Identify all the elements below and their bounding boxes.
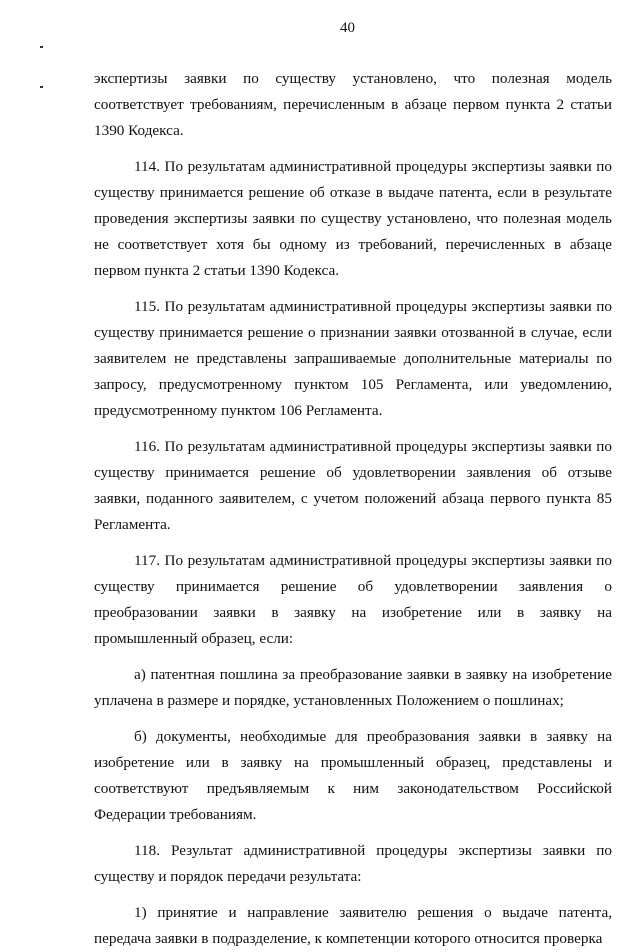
paragraph-118: 118. Результат административной процедуры экспертизы заявки по существу и порядок передачи результата: xyxy=(94,842,612,885)
page-number: 40 xyxy=(340,20,355,36)
body-text xyxy=(94,66,612,952)
paragraph-115: 115. По результатам административной процедуры экспертизы заявки по существу принимается решение о признании заявки отозванной в случае, если заявителем не представлены запрашиваемые дополнительные материалы по запросу, предусмотренному пунктом 105 Регламента, или уведомлению, предусмотренному пунктом 106 Регламента. xyxy=(94,298,612,419)
paragraph-117b: б) документы, необходимые для преобразования заявки в заявку на изобретение или в заявку на промышленный образец, представлены и соответствуют предъявляемым к ним законодательством Российской Федерации требованиям. xyxy=(94,728,612,823)
paragraph-continuation: экспертизы заявки по существу установлено, что полезная модель соответствует требованиям, перечисленным в абзаце первом пункта 2 статьи 1390 Кодекса. xyxy=(94,70,612,139)
paragraph-118-item-1: 1) принятие и направление заявителю решения о выдаче патента, передача заявки в подразделение, к компетенции которого относится проверка xyxy=(94,904,612,947)
paragraph-116: 116. По результатам административной процедуры экспертизы заявки по существу принимается решение об удовлетворении заявления об отзыве заявки, поданного заявителем, с учетом положений абзаца первого пункта 85 Регламента. xyxy=(94,438,612,533)
scan-mark xyxy=(40,46,43,48)
paragraph-117a: а) патентная пошлина за преобразование заявки в заявку на изобретение уплачена в размере и порядке, установленных Положением о пошлинах; xyxy=(94,666,612,709)
paragraph-117: 117. По результатам административной процедуры экспертизы заявки по существу принимается решение об удовлетворении заявления о преобразовании заявки в заявку на изобретение или в заявку на промышленный образец, если: xyxy=(94,552,612,647)
paragraph-114: 114. По результатам административной процедуры экспертизы заявки по существу принимается решение об отказе в выдаче патента, если в результате проведения экспертизы заявки по существу установлено, что полезная модель не соответствует хотя бы одному из требований, перечисленных в абзаце первом пункта 2 статьи 1390 Кодекса. xyxy=(94,158,612,279)
scan-mark xyxy=(40,86,43,88)
